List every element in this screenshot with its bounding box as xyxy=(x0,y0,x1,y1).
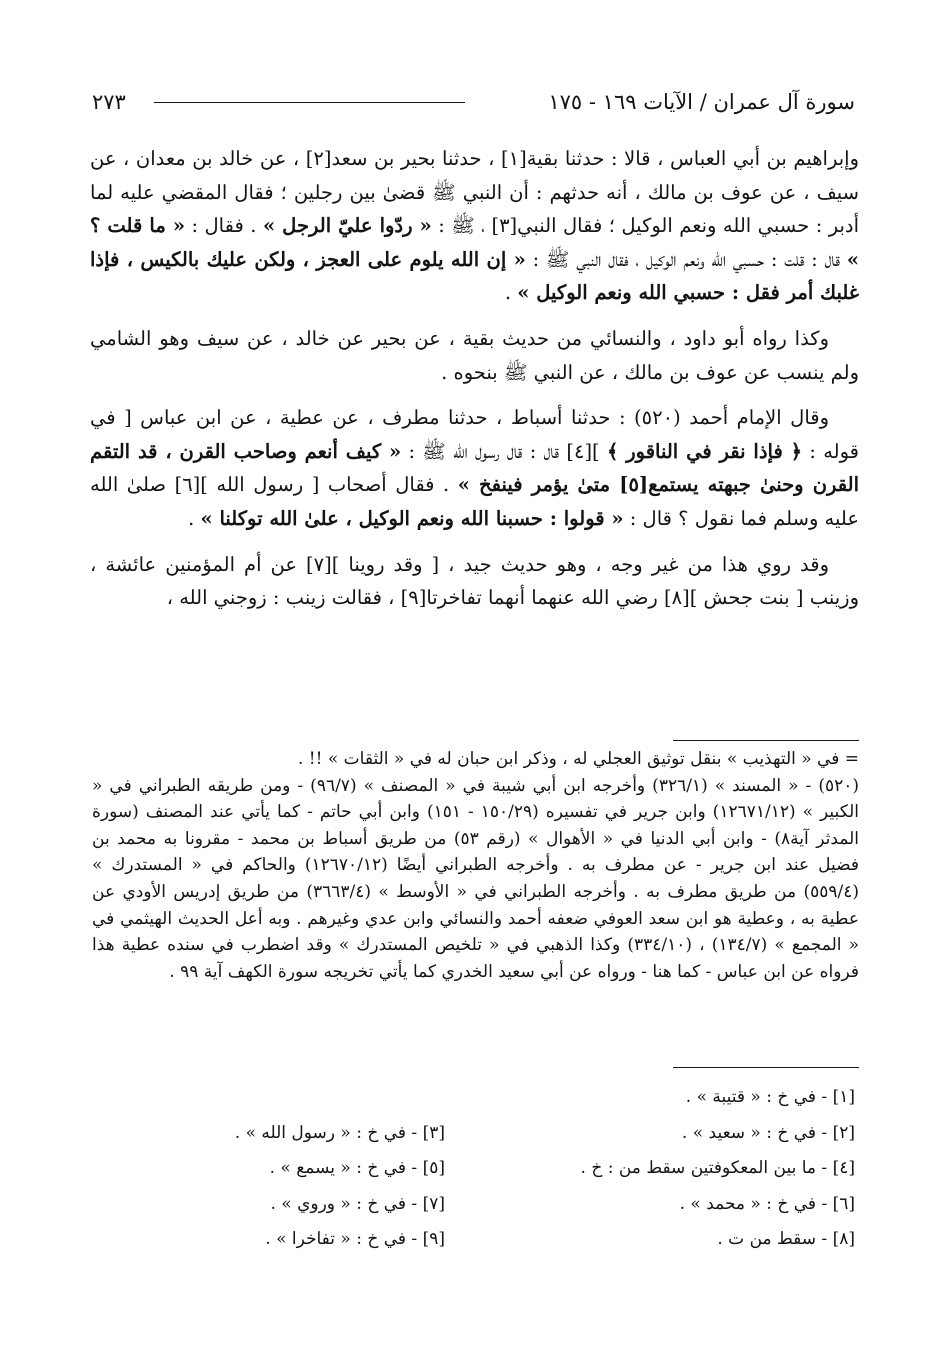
text-run: . xyxy=(504,281,518,305)
header-rule xyxy=(154,102,465,103)
hadith-quote: « كيف أنعم وصاحب القرن ، قد التقم القرن وحنىٰ جبهته يستمع[٥] متىٰ يؤمر فينفخ » xyxy=(90,439,860,497)
text-run: ][٤] قال : قال رسول الله ﷺ : xyxy=(401,439,607,463)
main-text xyxy=(90,142,859,627)
hadith-quote: « ما قلت ؟ » xyxy=(90,214,859,271)
text-run: قال : قلت : حسبي الله ونعم الوكيل ، فقال النبي ﷺ : xyxy=(525,247,847,271)
paragraph-1 xyxy=(90,142,859,310)
variant-note: [٣] - في خ : « رسول الله » . xyxy=(234,1122,445,1143)
page-header xyxy=(92,84,855,120)
page-number: ٢٧٣ xyxy=(92,90,126,114)
variant-note: [١] - في خ : « قتيبة » . xyxy=(685,1087,855,1107)
text-run: وإبراهيم بن أبي العباس ، قالا : حدثنا بقية[١] ، حدثنا بحير بن سعد[٢] ، عن خالد بن معدان ، عن سيف ، عن عوف بن مالك ، أنه حدثهم : أن النبي ﷺ قضىٰ بين رجلين ؛ فقال المقضي عليه لما أدبر : حسبي الله ونعم الوكيل ؛ فقال النبي[٣] ، ﷺ : xyxy=(90,147,860,238)
manuscript-variants xyxy=(92,1080,855,1260)
quran-verse: ﴿ فإذا نقر في الناقور ﴾ xyxy=(606,439,803,463)
variant-note: [٤] - ما بين المعكوفتين سقط من : خ . xyxy=(580,1158,855,1178)
variant-note: [٨] - سقط من ت . xyxy=(717,1229,855,1249)
variant-note: [٦] - في خ : « محمد » . xyxy=(679,1193,855,1214)
variants-column-left xyxy=(85,1080,445,1258)
text-run: . فقال : xyxy=(185,214,263,238)
hadith-quote: « إن الله يلوم على العجز ، ولكن عليك بالكيس ، فإذا غلبك أمر فقل : حسبي الله ونعم الوكيل » xyxy=(90,247,859,305)
variants-column-right xyxy=(495,1080,855,1258)
running-title: سورة آل عمران / الآيات ١٦٩ - ١٧٥ xyxy=(548,90,855,114)
variant-note: [٢] - في خ : « سعيد » . xyxy=(681,1122,855,1143)
variant-note: [٥] - في خ : « يسمع » . xyxy=(269,1158,445,1178)
paragraph-3 xyxy=(90,401,859,535)
footnote-rule xyxy=(673,740,859,741)
paragraph-4: وقد روي هذا من غير وجه ، وهو حديث جيد ، [ وقد روينا ][٧] عن أم المؤمنين عائشة ، وزينب [ بنت جحش ][٨] رضي الله عنهما أنهما تفاخرتا[٩] ، فقالت زينب : زوجني الله ، xyxy=(90,552,859,610)
footnotes xyxy=(92,746,859,985)
footnote-520: (٥٢٠) - « المسند » (٣٢٦/١) وأخرجه ابن أبي شيبة في « المصنف » (٩٦/٧) - ومن طريقه الطبراني في « الكبير » (١٢٦٧١/١٢) وابن جرير في تفسيره (١٥٠/٢٩ - ١٥١) وابن أبي حاتم - كما يأتي عند المصنف (سورة المدثر آية٨) - وابن أبي الدنيا في « الأهوال » (رقم ٥٣) من طريق أسباط بن محمد - مقرونا به محمد بن فضيل عند ابن جرير - عن مطرف به . وأخرجه الطبراني أيضًا (١٢٦٧٠/١٢) والحاكم في « المستدرك » (٥٥٩/٤) من طريق مطرف به . وأخرجه الطبراني في « الأوسط » (٣٦٦٣/٤) من طريق إدريس الأودي عن عطية به ، وعطية هو ابن سعد العوفي ضعفه أحمد والنسائي وابن عدي وغيرهم . وبه أعل الحديث الهيثمي في « المجمع » (١٣٤/٧) ، (٣٣٤/١٠) وكذا الذهبي في « تلخيص المستدرك » وقد اضطرب في سنده عطية هذا فرواه عن ابن عباس - كما هنا - ورواه عن أبي سعيد الخدري كما يأتي تخريجه سورة الكهف آية ٩٩ . xyxy=(92,775,860,982)
footnote-continued: = في « التهذيب » بنقل توثيق العجلي له ، وذكر ابن حبان له في « الثقات » !! . xyxy=(298,749,859,769)
hadith-quote: « ردّوا عليّ الرجل » xyxy=(262,214,432,238)
text-run: . فقال أصحاب [ رسول الله ][٦] صلىٰ الله عليه وسلم فما نقول ؟ قال : xyxy=(90,473,859,530)
variants-rule xyxy=(673,1067,859,1068)
variant-note: [٩] - في خ : « تفاخرا » . xyxy=(265,1229,445,1249)
text-run: وقال الإمام أحمد (٥٢٠) : حدثنا أسباط ، حدثنا مطرف ، عن عطية ، عن ابن عباس [ في قوله : xyxy=(90,406,859,463)
hadith-quote: « قولوا : حسبنا الله ونعم الوكيل ، علىٰ الله توكلنا » xyxy=(200,506,624,530)
text-run: . xyxy=(188,506,201,530)
variant-note: [٧] - في خ : « وروي » . xyxy=(270,1193,445,1214)
paragraph-2: وكذا رواه أبو داود ، والنسائي من حديث بقية ، عن بحير عن خالد ، عن سيف وهو الشامي ولم ينسب عن عوف بن مالك ، عن النبي ﷺ بنحوه . xyxy=(90,326,859,384)
